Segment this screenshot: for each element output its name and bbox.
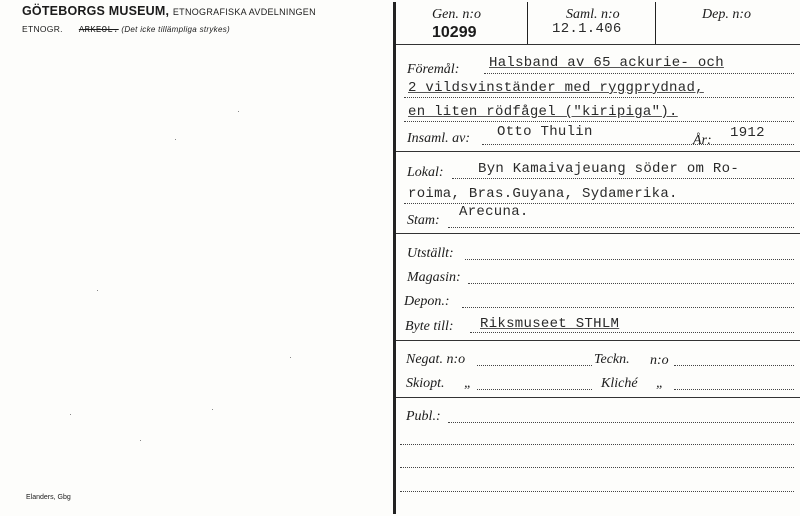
- lokal-line-1: Byn Kamaivajeuang söder om Ro-: [478, 161, 740, 177]
- box-bottom-line: [396, 44, 800, 45]
- box-divider: [527, 2, 528, 44]
- skiopt-ditto: „: [464, 376, 472, 391]
- lokal-label: Lokal:: [407, 165, 444, 180]
- skiopt-label: Skiopt.: [406, 376, 445, 391]
- negat-label: Negat. n:o: [406, 352, 466, 367]
- dotted-line: [462, 307, 794, 308]
- dotted-line: [400, 467, 794, 468]
- speck: [290, 357, 291, 358]
- dotted-line: [482, 144, 794, 145]
- gen-no-label: Gen. n:o: [432, 7, 481, 22]
- kliche-label: Kliché: [601, 376, 638, 391]
- publ-label: Publ.:: [406, 409, 441, 424]
- dotted-line: [404, 97, 794, 98]
- speck: [175, 139, 176, 140]
- strike-note: (Det icke tillämpliga strykes): [121, 25, 230, 34]
- foremal-line-2: 2 vildsvinständer med ryggprydnad,: [408, 80, 704, 96]
- speck: [238, 111, 239, 112]
- etnogr-label: ETNOGR.: [22, 24, 63, 34]
- byte-till-label: Byte till:: [405, 319, 454, 334]
- dotted-line: [400, 444, 794, 445]
- stam-label: Stam:: [407, 213, 440, 228]
- section-separator: [396, 151, 800, 152]
- dotted-line: [465, 259, 794, 260]
- teckn-no-label: n:o: [650, 353, 669, 368]
- arkeol-label: ARKEOL.: [78, 25, 119, 35]
- dep-no-label: Dep. n:o: [702, 7, 751, 22]
- dotted-line: [448, 422, 794, 423]
- section-separator: [396, 340, 800, 341]
- depon-label: Depon.:: [404, 294, 450, 309]
- dotted-line: [452, 178, 794, 179]
- foremal-line-3: en liten rödfågel ("kiripiga").: [408, 104, 678, 120]
- section-separator: [396, 397, 800, 398]
- byte-till-value: Riksmuseet STHLM: [480, 316, 620, 332]
- foremal-line-1: Halsband av 65 ackurie- och: [489, 55, 724, 71]
- box-divider: [655, 2, 656, 44]
- saml-no-value: 12.1.406: [552, 21, 622, 37]
- section-separator: [396, 233, 800, 234]
- printer-mark: Elanders, Gbg: [26, 494, 71, 501]
- teckn-label: Teckn.: [594, 352, 630, 367]
- card-divider-line: [393, 2, 396, 514]
- dotted-line: [470, 332, 794, 333]
- dotted-line: [448, 227, 794, 228]
- dotted-line: [477, 365, 592, 366]
- department-name: ETNOGRAFISKA AVDELNINGEN: [172, 7, 316, 17]
- dotted-line: [484, 73, 794, 74]
- stam-value: Arecuna.: [459, 204, 529, 220]
- insaml-label: Insaml. av:: [407, 131, 470, 146]
- gen-no-value: 10299: [432, 24, 477, 41]
- museum-name: GÖTEBORGS MUSEUM,: [22, 4, 170, 18]
- dotted-line: [674, 389, 794, 390]
- ar-value: 1912: [730, 125, 765, 141]
- dotted-line: [468, 283, 794, 284]
- utstallt-label: Utställt:: [407, 246, 454, 261]
- category-line: [22, 24, 230, 35]
- saml-no-label: Saml. n:o: [566, 7, 620, 22]
- kliche-ditto: „: [656, 376, 664, 391]
- lokal-line-2: roima, Bras.Guyana, Sydamerika.: [408, 186, 678, 202]
- speck: [70, 414, 71, 415]
- speck: [140, 440, 141, 441]
- foremal-label: Föremål:: [407, 62, 460, 77]
- dotted-line: [400, 491, 794, 492]
- magasin-label: Magasin:: [407, 270, 461, 285]
- museum-header: [22, 4, 316, 18]
- speck: [212, 409, 213, 410]
- ar-label: År:: [693, 133, 712, 148]
- dotted-line: [477, 389, 592, 390]
- dotted-line: [674, 365, 794, 366]
- speck: [97, 290, 98, 291]
- insaml-value: Otto Thulin: [497, 124, 593, 140]
- dotted-line: [404, 121, 794, 122]
